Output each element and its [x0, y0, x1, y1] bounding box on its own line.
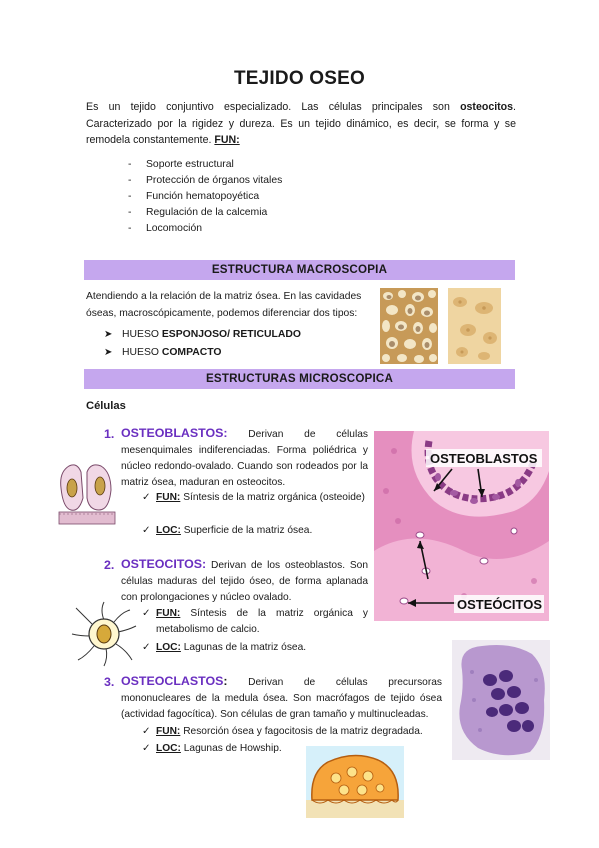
check-icon: ✓: [142, 642, 151, 653]
histology-label-osteocitos: OSTEÓCITOS: [457, 597, 542, 612]
intro-bold: osteocitos: [460, 101, 514, 113]
micro-section-header: ESTRUCTURAS MICROSCOPICA: [84, 369, 515, 389]
check-icon: ✓: [142, 726, 151, 737]
page-title: TEJIDO OSEO: [233, 68, 365, 89]
osteoblast-fun-text: Síntesis de la matriz orgánica (osteoide): [183, 492, 365, 503]
osteoclast-paragraph: OSTEOCLASTOS: Derivan de células precursoras mononucleares de la medula ósea. Son macrófagos de tejido ósea (actividad fagocítica). Son células de gran tamaño y multinucleadas.: [121, 674, 442, 720]
osteoclast-heading: OSTEOCLASTOS: [121, 674, 224, 688]
osteoclast-fun-text: Resorción ósea y fagocitosis de la matriz degradada.: [183, 726, 423, 737]
osteocyte-heading: OSTEOCITOS:: [121, 557, 207, 571]
loc-label: LOC:: [156, 743, 181, 754]
osteoblast-description: Derivan de células mesenquimales indiferenciadas. Forma poliédrica y núcleo redondo-ovalado. Cuando son rodeados por la matriz ósea, maduran en osteocitos.: [121, 429, 368, 488]
list-item: - Locomoción: [128, 221, 282, 237]
fun-label: FUN:: [156, 726, 181, 737]
check-icon: ✓: [142, 525, 151, 536]
histology-label-osteoblastos: OSTEOBLASTOS: [430, 451, 538, 466]
osteocyte-description: Derivan de los osteoblastos. Son células maduras del tejido óseo, de forma aplanada con prolongaciones y núcleo ovalado.: [121, 560, 368, 603]
loc-label: LOC:: [156, 525, 181, 536]
cell-number: 3.: [104, 675, 115, 689]
osteoclast-loc-text: Lagunas de Howship.: [183, 743, 282, 754]
osteocyte-drawing: [70, 600, 138, 668]
list-item: ➤ HUESO COMPACTO: [104, 344, 301, 362]
check-icon: ✓: [142, 608, 151, 619]
osteoclast-image: [452, 640, 550, 760]
fun-label: FUN:: [156, 492, 181, 503]
list-item: - Protección de órganos vitales: [128, 173, 282, 189]
intro-text-2: . Caracterizado por la rigidez y dureza. Es un tejido dinámico, es decir, se forma y se remodela constantemente.: [86, 101, 516, 146]
list-item: - Función hematopoyética: [128, 189, 282, 205]
histology-image: [374, 431, 549, 621]
osteoclast-description: Derivan de células precursoras mononucleares de la medula ósea. Son macrófagos de tejido ósea (actividad fagocítica). Son células de gran tamaño y multinucleadas.: [121, 677, 442, 720]
check-icon: ✓: [142, 743, 151, 754]
intro-fun-label: FUN:: [214, 134, 240, 146]
macro-description: Atendiendo a la relación de la matriz ósea. En las cavidades óseas, macroscópicamente, podemos diferenciar dos tipos:: [86, 291, 362, 319]
list-item: - Soporte estructural: [128, 157, 282, 173]
osteoclast-drawing: [306, 746, 404, 818]
osteocyte-loc-text: Lagunas de la matriz ósea.: [183, 642, 307, 653]
osteocyte-paragraph: [121, 556, 368, 606]
arrow-bullet-icon: ➤: [104, 347, 113, 358]
osteoblast-drawing: [57, 458, 117, 528]
bone-types-list: [104, 326, 301, 362]
loc-label: LOC:: [156, 642, 181, 653]
function-list: [128, 157, 282, 237]
osteoblast-loc-text: Superficie de la matriz ósea.: [183, 525, 313, 536]
osteoblast-paragraph: [121, 425, 368, 491]
macro-section-header: ESTRUCTURA MACROSCOPIA: [84, 260, 515, 280]
list-item: - Regulación de la calcemia: [128, 205, 282, 221]
fun-label: FUN:: [156, 608, 181, 619]
intro-paragraph: [86, 99, 516, 149]
cells-subtitle: Células: [86, 400, 126, 412]
cell-number: 2.: [104, 558, 115, 572]
osteoblast-heading: OSTEOBLASTOS:: [121, 426, 228, 440]
check-icon: ✓: [142, 492, 151, 503]
intro-text-1: Es un tejido conjuntivo especializado. Las células principales son: [86, 101, 461, 113]
arrow-bullet-icon: ➤: [104, 329, 113, 340]
osteocyte-fun-text: Síntesis de la matriz orgánica y metabolismo de calcio.: [156, 608, 368, 635]
list-item: ➤ HUESO ESPONJOSO/ RETICULADO: [104, 326, 301, 344]
compact-bone-image: [448, 288, 501, 364]
cell-number: 1.: [104, 427, 115, 441]
spongy-bone-image: [380, 288, 438, 364]
